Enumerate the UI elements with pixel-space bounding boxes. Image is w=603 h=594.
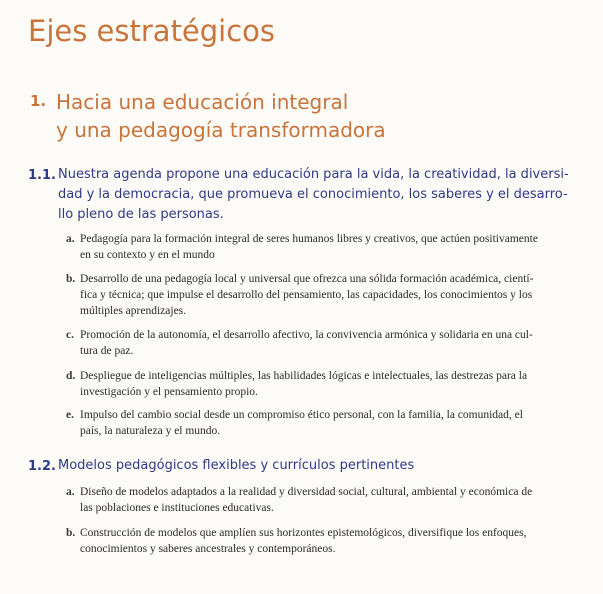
list-item-text: [80, 407, 568, 439]
list-item-line: conocimientos y saberes ancestrales y contemporáneos.: [80, 543, 336, 555]
list-item-line: múltiples aprendizajes.: [80, 305, 187, 317]
subsection-text: [58, 165, 578, 225]
list-item-letter: b.: [66, 273, 76, 285]
list-item-line: tura de paz.: [80, 345, 134, 357]
list-item-line: Pedagogía para la formación integral de seres humanos libres y creativos, que actúen positivamente: [80, 233, 538, 245]
list-item-text: [80, 271, 568, 319]
subsection-text: [58, 456, 578, 476]
list-item-line: investigación y el pensamiento propio.: [80, 386, 258, 398]
subsection-number: 1.2.: [28, 459, 56, 474]
list-item-line: Construcción de modelos que amplíen sus horizontes epistemológicos, diversifique los enfoques,: [80, 527, 527, 539]
subsection-text-line: Modelos pedagógicos flexibles y currículos pertinentes: [58, 458, 415, 473]
list-item-text: [80, 525, 568, 557]
list-item-line: Desarrollo de una pedagogía local y universal que ofrezca una sólida formación académica, cientí-: [80, 273, 534, 285]
list-item-line: Despliegue de inteligencias múltiples, las habilidades lógicas e intelectuales, las destrezas para la: [80, 370, 528, 382]
section-title: [56, 88, 386, 144]
list-item-letter: d.: [66, 370, 76, 382]
list-item-line: las poblaciones e instituciones educativas.: [80, 502, 274, 514]
list-item-letter: c.: [66, 329, 74, 341]
list-item-line: país, la naturaleza y el mundo.: [80, 425, 221, 437]
list-item-text: [80, 484, 568, 516]
list-item-text: [80, 368, 568, 400]
page-title: Ejes estratégicos: [28, 14, 276, 48]
list-item-line: fica y técnica; que impulse el desarrollo del pensamiento, las capacidades, los conocimientos y los: [80, 289, 533, 301]
list-item-letter: a.: [66, 486, 75, 498]
section-title-line: Hacia una educación integral: [56, 90, 349, 114]
list-item-letter: a.: [66, 233, 75, 245]
list-item-line: Impulso del cambio social desde un compromiso ético personal, con la familia, la comunidad, el: [80, 409, 523, 421]
subsection-text-line: dad y la democracia, que promueva el conocimiento, los saberes y el desarro-: [58, 187, 568, 202]
section-number: 1.: [30, 92, 47, 110]
list-item-line: Promoción de la autonomía, el desarrollo afectivo, la convivencia armónica y solidaria en una cul-: [80, 329, 533, 341]
section-title-line: y una pedagogía transformadora: [56, 118, 386, 142]
list-item-letter: e.: [66, 409, 74, 421]
list-item-text: [80, 327, 568, 359]
list-item-line: en su contexto y en el mundo: [80, 249, 215, 261]
list-item-text: [80, 231, 568, 263]
subsection-text-line: llo pleno de las personas.: [58, 207, 224, 222]
subsection-number: 1.1.: [28, 168, 56, 183]
list-item-line: Diseño de modelos adaptados a la realidad y diversidad social, cultural, ambiental y económica de: [80, 486, 533, 498]
list-item-letter: b.: [66, 527, 76, 539]
subsection-text-line: Nuestra agenda propone una educación para la vida, la creatividad, la diversi-: [58, 167, 569, 182]
